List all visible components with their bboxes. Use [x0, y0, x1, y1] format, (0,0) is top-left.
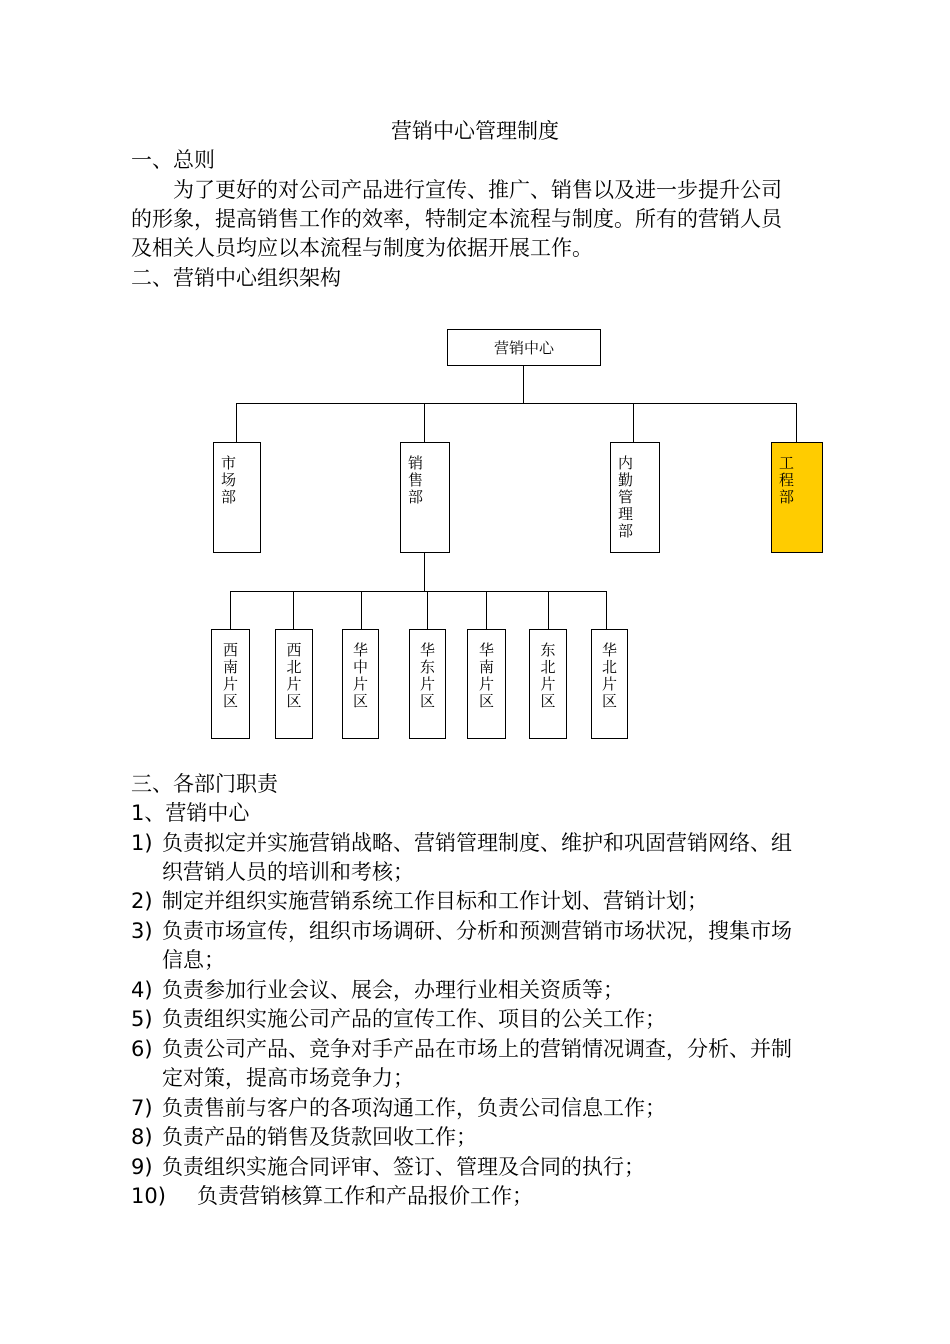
paragraph-line: 及相关人员均应以本流程与制度为依据开展工作。 [131, 236, 593, 260]
document-title: 营销中心管理制度 [391, 119, 559, 143]
section-heading-general: 一、总则 [131, 148, 215, 172]
list-item-text: 负责市场宣传，组织市场调研、分析和预测营销市场状况，搜集市场 [162, 919, 792, 943]
list-item-number: 7) [131, 1096, 153, 1120]
list-item-number: 1) [131, 831, 153, 855]
connector-line [523, 366, 524, 404]
list-item-text: 信息； [162, 948, 225, 972]
org-node-region [211, 629, 250, 739]
list-item-text: 负责拟定并实施营销战略、营销管理制度、维护和巩固营销网络、组 [162, 831, 792, 855]
org-node-label: 市 场 部 [221, 454, 237, 506]
org-node-label: 东 北 片 区 [540, 641, 556, 710]
connector-line [293, 591, 294, 629]
connector-line [236, 403, 237, 442]
connector-line [486, 591, 487, 629]
org-node-label: 华 东 片 区 [419, 641, 435, 710]
list-item-text: 负责售前与客户的各项沟通工作，负责公司信息工作； [162, 1096, 666, 1120]
list-item-number: 8) [131, 1125, 153, 1149]
org-node-region [467, 629, 506, 739]
org-node-region [591, 629, 628, 739]
list-item-text: 制定并组织实施营销系统工作目标和工作计划、营销计划； [162, 889, 708, 913]
connector-line [606, 591, 607, 629]
org-node-region [409, 629, 446, 739]
paragraph-line: 为了更好的对公司产品进行宣传、推广、销售以及进一步提升公司 [173, 178, 782, 202]
list-item-text: 负责公司产品、竞争对手产品在市场上的营销情况调查，分析、并制 [162, 1037, 792, 1061]
list-item-text: 负责组织实施公司产品的宣传工作、项目的公关工作； [162, 1007, 666, 1031]
org-node-label: 工 程 部 [779, 454, 795, 506]
org-node-region [342, 629, 379, 739]
list-item-text: 定对策，提高市场竞争力； [162, 1066, 414, 1090]
org-node-marketing-center [447, 329, 601, 366]
list-item-text: 负责产品的销售及货款回收工作； [162, 1125, 477, 1149]
connector-line [361, 591, 362, 629]
connector-line [230, 591, 231, 629]
list-item-text: 负责营销核算工作和产品报价工作； [197, 1184, 533, 1208]
list-item-number: 6) [131, 1037, 153, 1061]
connector-line [633, 403, 634, 442]
list-item-number: 2) [131, 889, 153, 913]
org-node-sales-dept [400, 442, 450, 553]
org-node-label: 西 南 片 区 [222, 641, 238, 710]
org-node-label: 销 售 部 [408, 454, 424, 506]
org-node-label: 华 南 片 区 [478, 641, 494, 710]
connector-line [424, 403, 425, 442]
connector-line [424, 553, 425, 592]
org-node-label: 西 北 片 区 [286, 641, 302, 710]
list-item-number: 9) [131, 1155, 153, 1179]
org-node-market-dept [213, 442, 261, 553]
org-node-label: 华 北 片 区 [601, 641, 617, 710]
paragraph-line: 的形象，提高销售工作的效率，特制定本流程与制度。所有的营销人员 [131, 207, 782, 231]
section-heading-duties: 三、各部门职责 [131, 772, 278, 796]
list-item-text: 负责参加行业会议、展会，办理行业相关资质等； [162, 978, 624, 1002]
subsection-heading: 1、营销中心 [131, 801, 250, 825]
list-item-number: 5) [131, 1007, 153, 1031]
connector-line [230, 591, 607, 592]
list-item-text: 织营销人员的培训和考核； [162, 860, 414, 884]
list-item-number: 10) [131, 1184, 166, 1208]
org-node-region [275, 629, 313, 739]
list-item-number: 3) [131, 919, 153, 943]
org-node-region [529, 629, 567, 739]
org-node-label: 华 中 片 区 [352, 641, 368, 710]
org-node-label: 营销中心 [493, 339, 554, 357]
connector-line [796, 403, 797, 442]
list-item-number: 4) [131, 978, 153, 1002]
connector-line [236, 403, 797, 404]
org-node-admin-dept [610, 442, 660, 553]
connector-line [548, 591, 549, 629]
connector-line [427, 591, 428, 629]
org-node-label: 内 勤 管 理 部 [618, 454, 634, 540]
list-item-text: 负责组织实施合同评审、签订、管理及合同的执行； [162, 1155, 645, 1179]
section-heading-org: 二、营销中心组织架构 [131, 266, 341, 290]
org-node-engineering-dept [771, 442, 823, 553]
